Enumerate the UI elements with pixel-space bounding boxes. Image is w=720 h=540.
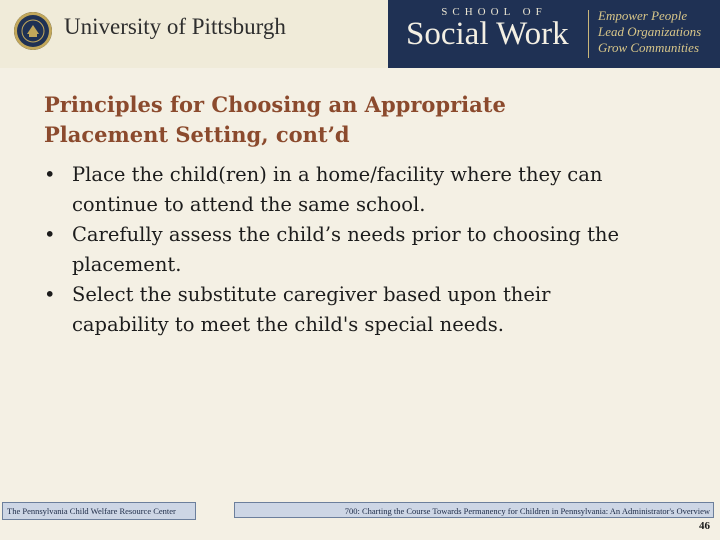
bullet-marker: •	[44, 283, 56, 306]
university-name: University of Pittsburgh	[64, 14, 286, 39]
social-work-label: Social Work	[406, 16, 569, 52]
page-number: 46	[699, 520, 710, 532]
bullet-text-line: Carefully assess the child’s needs prior to choosing the	[72, 223, 620, 246]
school-of-social-work-logo	[388, 0, 720, 68]
slide-title-line: Placement Setting, cont’d	[44, 122, 350, 147]
tagline-line: Grow Communities	[598, 40, 699, 55]
logo-divider	[588, 10, 589, 58]
bullet-text-line: capability to meet the child's special needs.	[72, 313, 504, 336]
footer-course-title: 700: Charting the Course Towards Permanency for Children in Pennsylvania: An Administrator's Overview	[234, 502, 714, 518]
footer-organization: The Pennsylvania Child Welfare Resource Center	[2, 502, 196, 520]
bullet-item	[44, 160, 694, 220]
slide-header	[0, 0, 720, 68]
tagline	[598, 8, 718, 56]
bullet-list	[44, 160, 694, 340]
bullet-marker: •	[44, 223, 56, 246]
bullet-text-line: Select the substitute caregiver based upon their	[72, 283, 551, 306]
bullet-text-line: Place the child(ren) in a home/facility where they can	[72, 163, 603, 186]
slide-title	[44, 90, 684, 150]
bullet-text-line: continue to attend the same school.	[72, 193, 426, 216]
university-seal-icon	[14, 12, 52, 50]
slide-title-line: Principles for Choosing an Appropriate	[44, 92, 506, 117]
tagline-line: Empower People	[598, 8, 688, 23]
bullet-text-line: placement.	[72, 253, 182, 276]
bullet-item	[44, 280, 694, 340]
tagline-line: Lead Organizations	[598, 24, 702, 39]
bullet-item	[44, 220, 694, 280]
bullet-marker: •	[44, 163, 56, 186]
school-of-label: SCHOOL OF	[441, 6, 547, 18]
